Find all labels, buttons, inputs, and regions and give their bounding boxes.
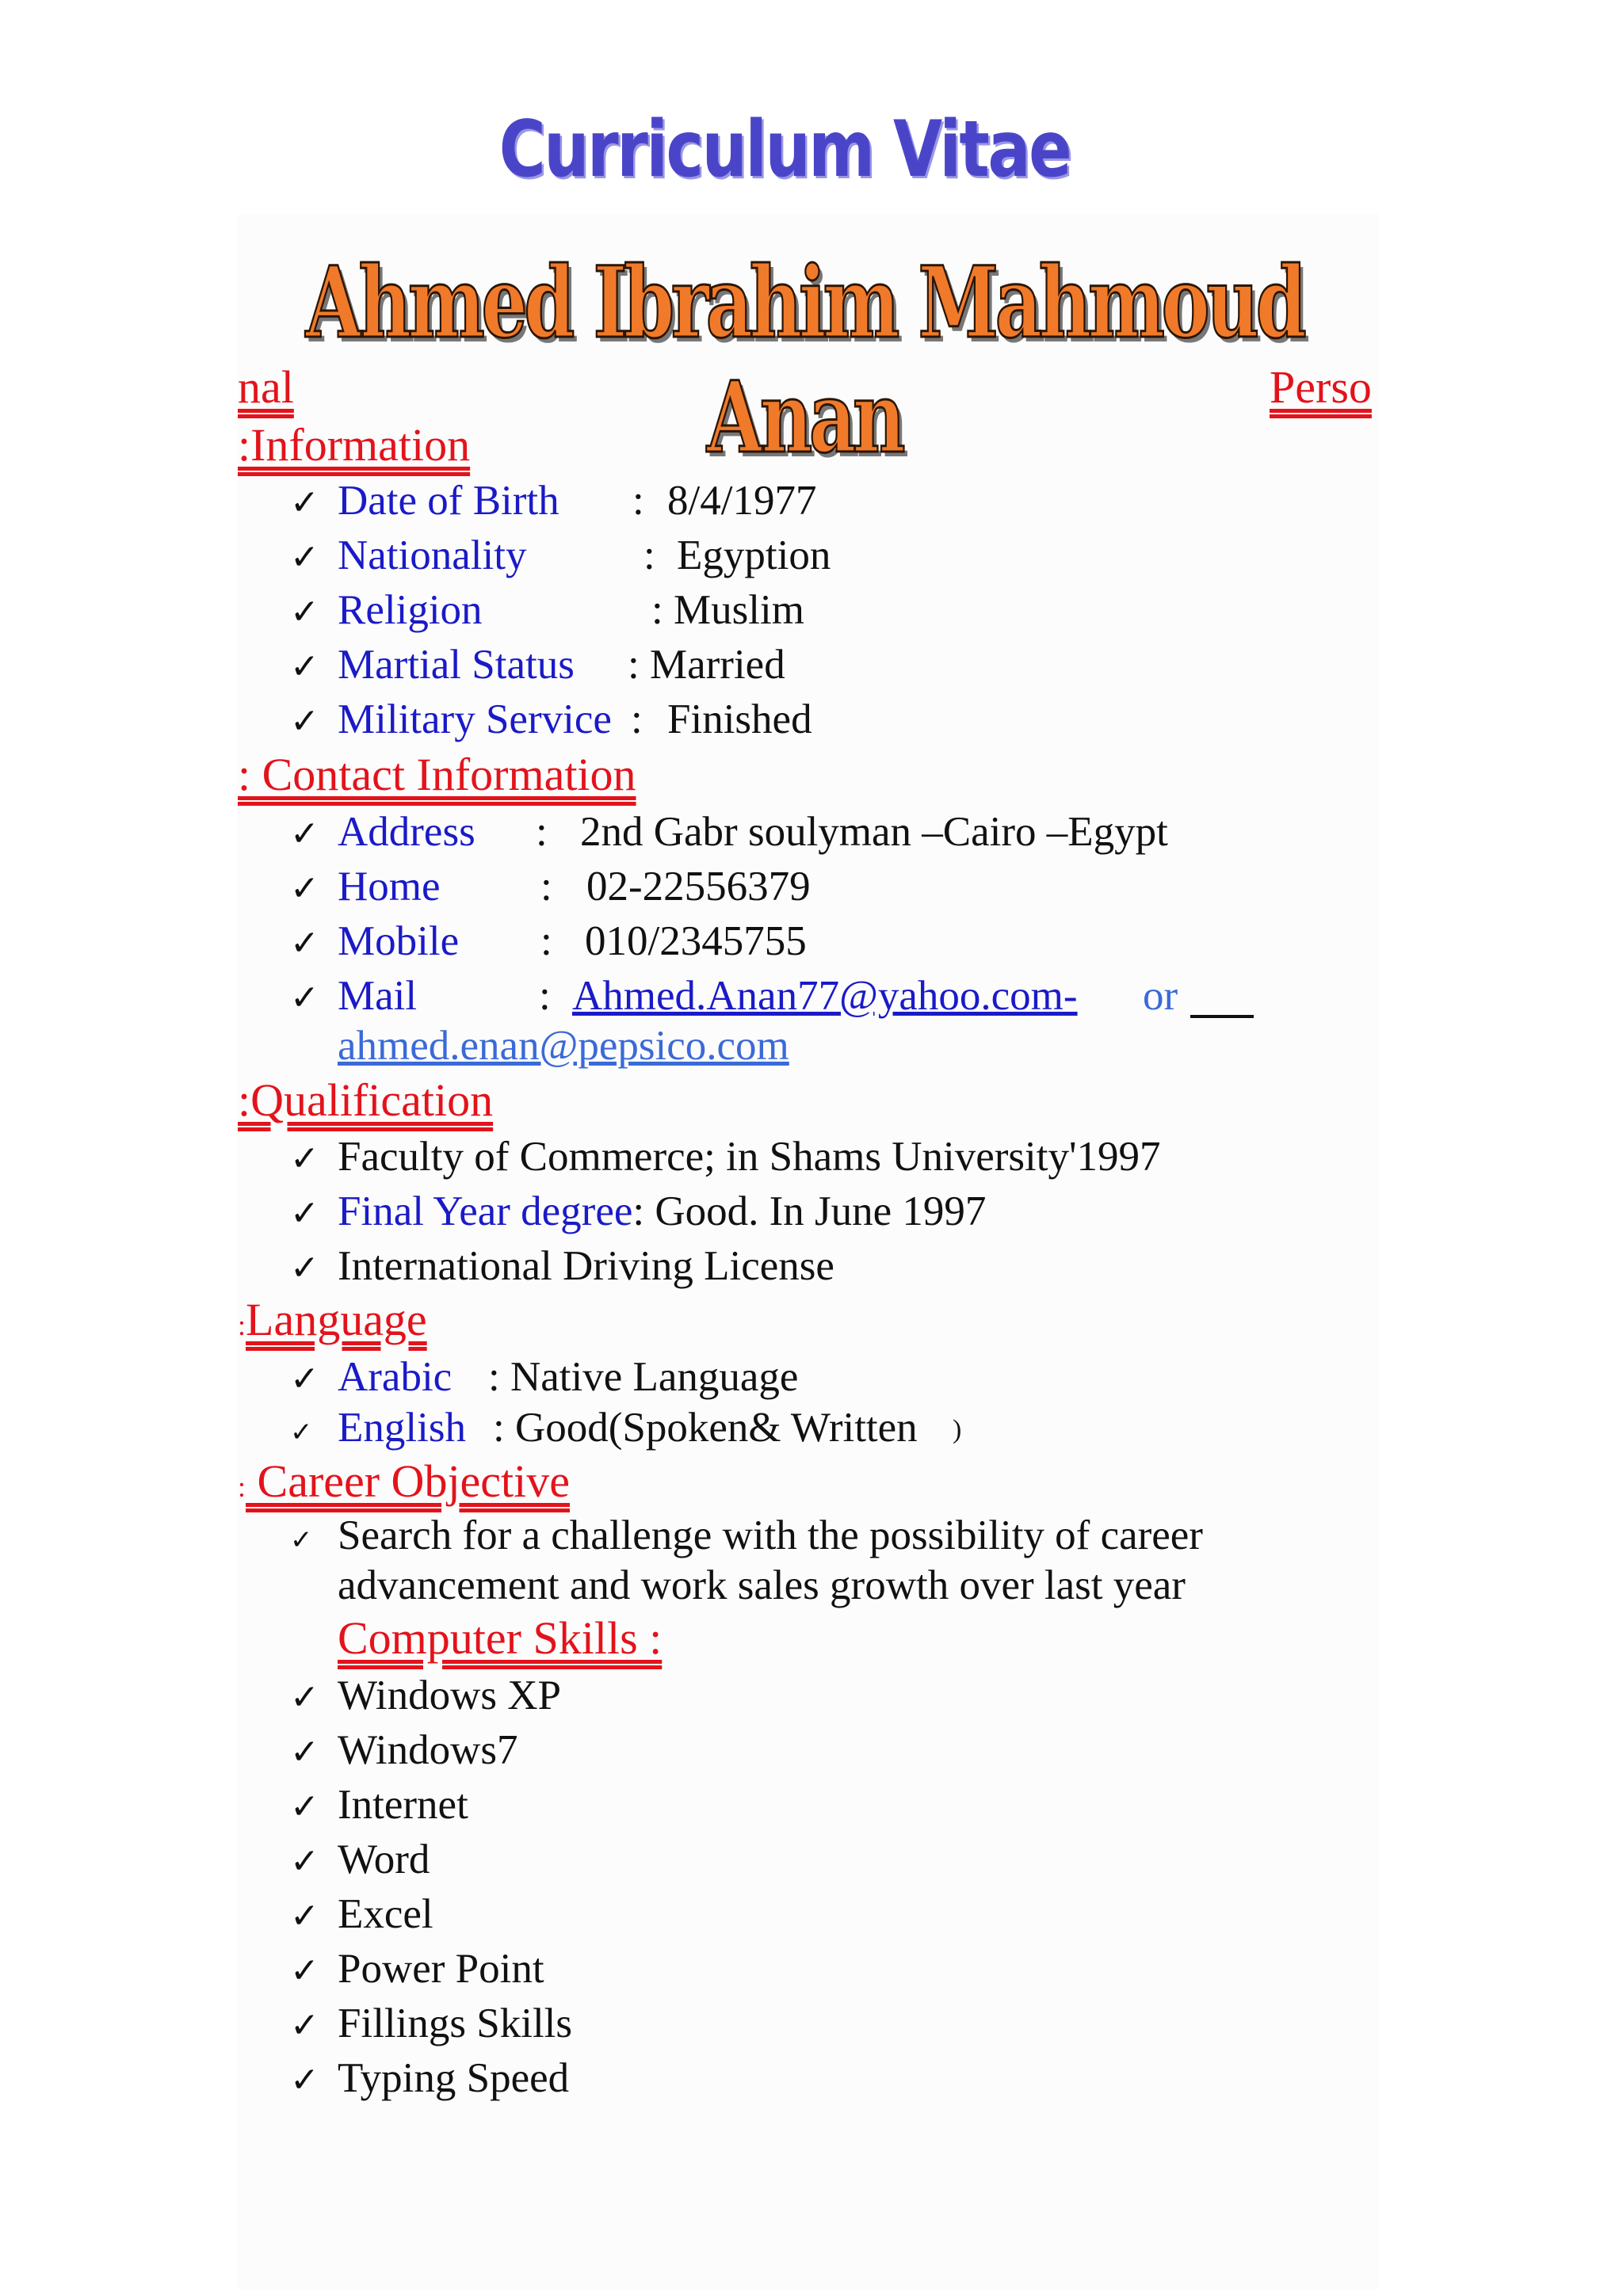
check-icon: ✓ [290,1951,319,1991]
item-label: Address [338,809,475,855]
check-icon: ✓ [290,1896,319,1936]
heading-prefix: : [238,1310,246,1341]
language-item-arabic [290,1353,452,1401]
check-icon: ✓ [290,701,319,742]
skill-label: Power Point [338,1946,544,1992]
document-title: Curriculum Vitae [498,105,1071,195]
personal-heading-part2: Perso [1270,361,1372,413]
item-sep: : [632,478,644,524]
mail-or-text: or [1143,973,1178,1019]
item-tail: ) [953,1415,962,1444]
item-label: Date of Birth [338,478,559,524]
qualification-item-license [290,1242,834,1290]
career-heading-row [238,1455,570,1508]
item-label: Religion [338,587,483,633]
skill-item [290,1672,561,1719]
check-icon: ✓ [290,1787,319,1827]
item-value: 8/4/1977 [667,478,817,524]
career-item [290,1512,1203,1559]
item-sep: : [643,532,655,578]
skill-label: Internet [338,1782,468,1828]
item-label: Final Year degree [338,1188,633,1234]
check-icon: ✓ [290,1359,319,1399]
item-label: Mobile [338,918,460,964]
qualification-item-degree [290,1188,986,1235]
check-icon: ✓ [290,646,319,687]
item-sep: : [540,864,552,910]
item-sep: : [540,918,552,964]
item-value: : Native Language [488,1354,799,1400]
item-sep: : [628,642,640,688]
skill-label: Fillings Skills [338,2000,573,2046]
personal-item-dob [290,477,559,524]
contact-heading: : Contact Information [238,749,636,800]
item-sep: : [536,809,548,855]
language-item-english [290,1404,466,1451]
check-icon: ✓ [290,923,319,963]
language-heading: Language [246,1294,427,1345]
item-label: Arabic [338,1354,453,1400]
item-sep: : [631,696,643,742]
item-label: Nationality [338,532,527,578]
skill-item [290,1836,430,1883]
personal-item-marital [290,641,575,688]
language-heading-row [238,1293,427,1346]
check-icon: ✓ [290,1841,319,1882]
mail-link-primary[interactable]: Ahmed.Anan77@yahoo.com- [572,973,1078,1019]
contact-item-address [290,808,475,856]
personal-item-religion [290,586,483,634]
item-value: 010/2345755 [585,918,807,964]
item-text: International Driving License [338,1243,834,1289]
personal-item-military [290,696,612,743]
candidate-name: Ahmed Ibrahim Mahmoud Anan [305,246,1304,475]
item-label: Home [338,864,441,910]
contact-item-mail [290,972,417,1020]
item-label: Mail [338,973,418,1019]
skill-label: Windows7 [338,1727,518,1773]
item-value: Married [650,642,785,688]
mail-link-alt[interactable]: ahmed.enan@pepsico.com [338,1023,789,1069]
item-value: : Good. In June 1997 [632,1188,987,1234]
item-label: Martial Status [338,642,575,688]
skill-item [290,2000,572,2047]
check-icon: ✓ [290,814,319,854]
check-icon: ✓ [290,1417,313,1448]
blank-line [1190,975,1254,1018]
item-label: Military Service [338,696,612,742]
check-icon: ✓ [290,978,319,1018]
item-value: 2nd Gabr soulyman –Cairo –Egypt [580,809,1168,855]
check-icon: ✓ [290,1138,319,1179]
computer-skills-heading: Computer Skills : [338,1612,663,1664]
contact-item-home [290,863,441,910]
skill-label: Windows XP [338,1672,562,1718]
skill-item [290,1890,433,1938]
personal-heading-part1: nal [238,361,294,413]
item-label: English [338,1405,466,1451]
check-icon: ✓ [290,2005,319,2046]
career-line1: Search for a challenge with the possibility of career [338,1512,1203,1558]
skill-item [290,1781,468,1829]
check-icon: ✓ [290,1677,319,1718]
check-icon: ✓ [290,482,319,523]
item-value: Muslim [674,587,804,633]
check-icon: ✓ [290,1732,319,1772]
skill-item [290,2054,569,2102]
personal-heading-part3: :Information [238,419,471,471]
skill-label: Typing Speed [338,2055,570,2101]
item-value: : Good(Spoken& Written [493,1405,918,1451]
item-value: Egyption [677,532,831,578]
career-line2: advancement and work sales growth over last year [338,1562,1186,1608]
qualification-heading: :Qualification [238,1074,494,1126]
skill-label: Word [338,1836,430,1882]
check-icon: ✓ [290,1248,319,1288]
personal-item-nationality [290,532,526,579]
item-value: 02-22556379 [586,864,811,910]
skill-item [290,1945,544,1993]
career-heading: Career Objective [246,1455,571,1507]
contact-item-mobile [290,917,459,965]
item-text: Faculty of Commerce; in Shams University'1997 [338,1134,1161,1180]
check-icon: ✓ [290,2060,319,2100]
heading-prefix: : [238,1471,246,1503]
check-icon: ✓ [290,592,319,632]
check-icon: ✓ [290,1193,319,1234]
item-value: Finished [667,696,812,742]
skill-item [290,1726,518,1774]
skill-label: Excel [338,1891,433,1937]
item-sep: : [651,587,663,633]
item-sep: : [539,973,551,1019]
check-icon: ✓ [290,1524,313,1556]
check-icon: ✓ [290,868,319,909]
qualification-item-faculty [290,1133,1161,1180]
check-icon: ✓ [290,537,319,578]
